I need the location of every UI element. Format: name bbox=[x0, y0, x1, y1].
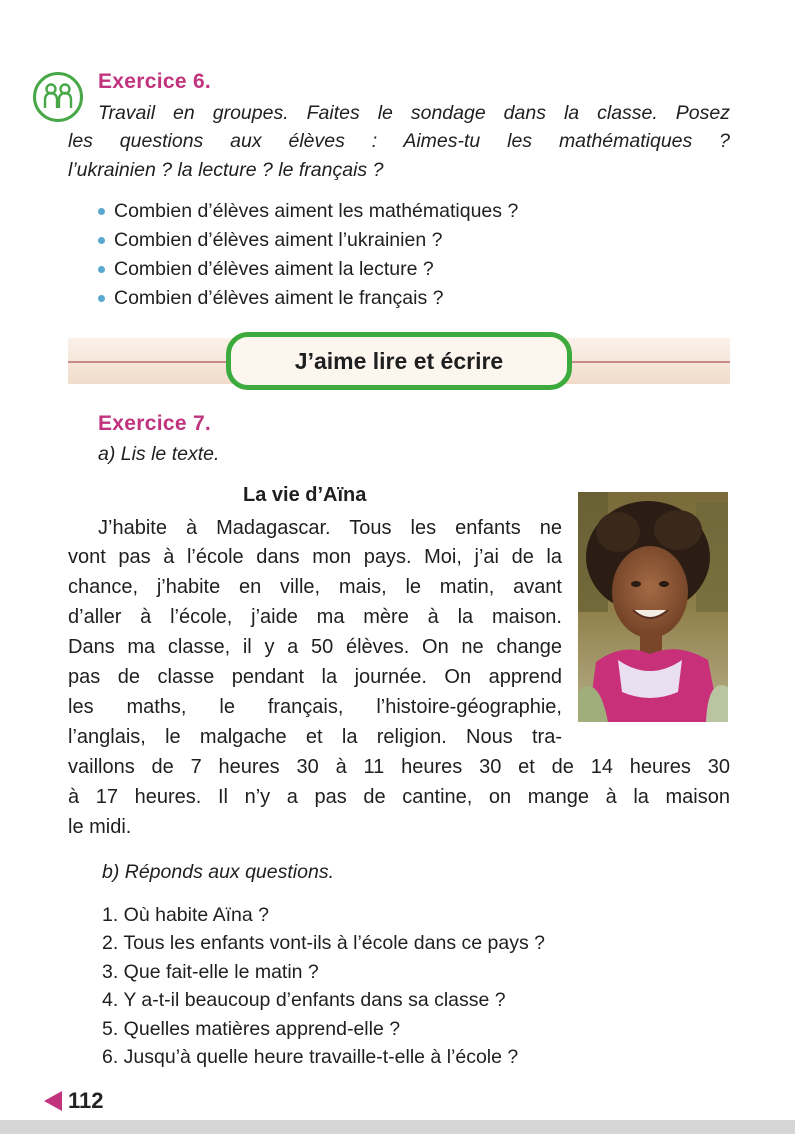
text-line-10: à 17 heures. Il n’y a pas de cantine, on mange à la maison bbox=[68, 786, 730, 808]
list-item: Combien d’élèves aiment l’ukrainien ? bbox=[98, 226, 518, 255]
text-line-11: le midi. bbox=[68, 816, 132, 838]
bullet-icon bbox=[98, 208, 105, 215]
text-line-5: Dans ma classe, il y a 50 élèves. On ne change bbox=[68, 636, 562, 658]
bottom-bar bbox=[0, 1120, 795, 1134]
text-line-2: vont pas à l’école dans mon pays. Moi, j’ai de la bbox=[68, 546, 562, 568]
instruction-line-3: l’ukrainien ? la lecture ? le français ? bbox=[68, 159, 384, 181]
text-line-1: J’habite à Madagascar. Tous les enfants ne bbox=[98, 517, 562, 539]
list-item: 4. Y a-t-il beaucoup d’enfants dans sa classe ? bbox=[102, 989, 506, 1012]
list-item: 6. Jusqu’à quelle heure travaille-t-elle à l’école ? bbox=[102, 1046, 519, 1069]
text-line-3: chance, j’habite en ville, mais, le matin, avant bbox=[68, 576, 562, 598]
list-item: Combien d’élèves aiment la lecture ? bbox=[98, 255, 518, 284]
group-work-icon bbox=[33, 72, 83, 122]
list-item: Combien d’élèves aiment le français ? bbox=[98, 284, 518, 313]
page-number: 112 bbox=[44, 1088, 104, 1114]
divider-right bbox=[570, 361, 730, 363]
bullet-icon bbox=[98, 295, 105, 302]
text-line-8: l’anglais, le malgache et la religion. Nous tra- bbox=[68, 726, 562, 748]
bullet-icon bbox=[98, 237, 105, 244]
instruction-line-1: Travail en groupes. Faites le sondage dans la classe. Posez bbox=[98, 102, 730, 124]
part-a-instruction: a) Lis le texte. bbox=[98, 443, 220, 465]
divider-left bbox=[68, 361, 228, 363]
part-b-instruction: b) Réponds aux questions. bbox=[102, 861, 334, 883]
list-item: Combien d’élèves aiment les mathématiques ? bbox=[98, 197, 518, 226]
text-line-4: d’aller à l’école, j’aide ma mère à la maison. bbox=[68, 606, 562, 628]
text-line-7: les maths, le français, l’histoire-géographie, bbox=[68, 696, 562, 718]
girl-photo bbox=[578, 492, 728, 722]
list-item: 2. Tous les enfants vont-ils à l’école dans ce pays ? bbox=[102, 932, 545, 955]
text-line-6: pas de classe pendant la journée. On apprend bbox=[68, 666, 562, 688]
list-item: 5. Quelles matières apprend-elle ? bbox=[102, 1017, 401, 1040]
exercise-7-title: Exercice 7. bbox=[98, 412, 212, 435]
bullet-icon bbox=[98, 266, 105, 273]
triangle-left-icon bbox=[44, 1091, 62, 1111]
text-line-9: vaillons de 7 heures 30 à 11 heures 30 et de 14 heures 30 bbox=[68, 756, 730, 778]
list-item: 1. Où habite Aïna ? bbox=[102, 904, 269, 926]
section-title: J’aime lire et écrire bbox=[226, 332, 572, 390]
reading-title: La vie d’Aïna bbox=[243, 484, 367, 506]
survey-questions-list bbox=[98, 197, 518, 313]
instruction-line-2: les questions aux élèves : Aimes-tu les mathématiques ? bbox=[68, 130, 730, 152]
list-item: 3. Que fait-elle le matin ? bbox=[102, 960, 319, 983]
exercise-6-title: Exercice 6. bbox=[98, 70, 212, 93]
questions-list bbox=[102, 901, 545, 1071]
